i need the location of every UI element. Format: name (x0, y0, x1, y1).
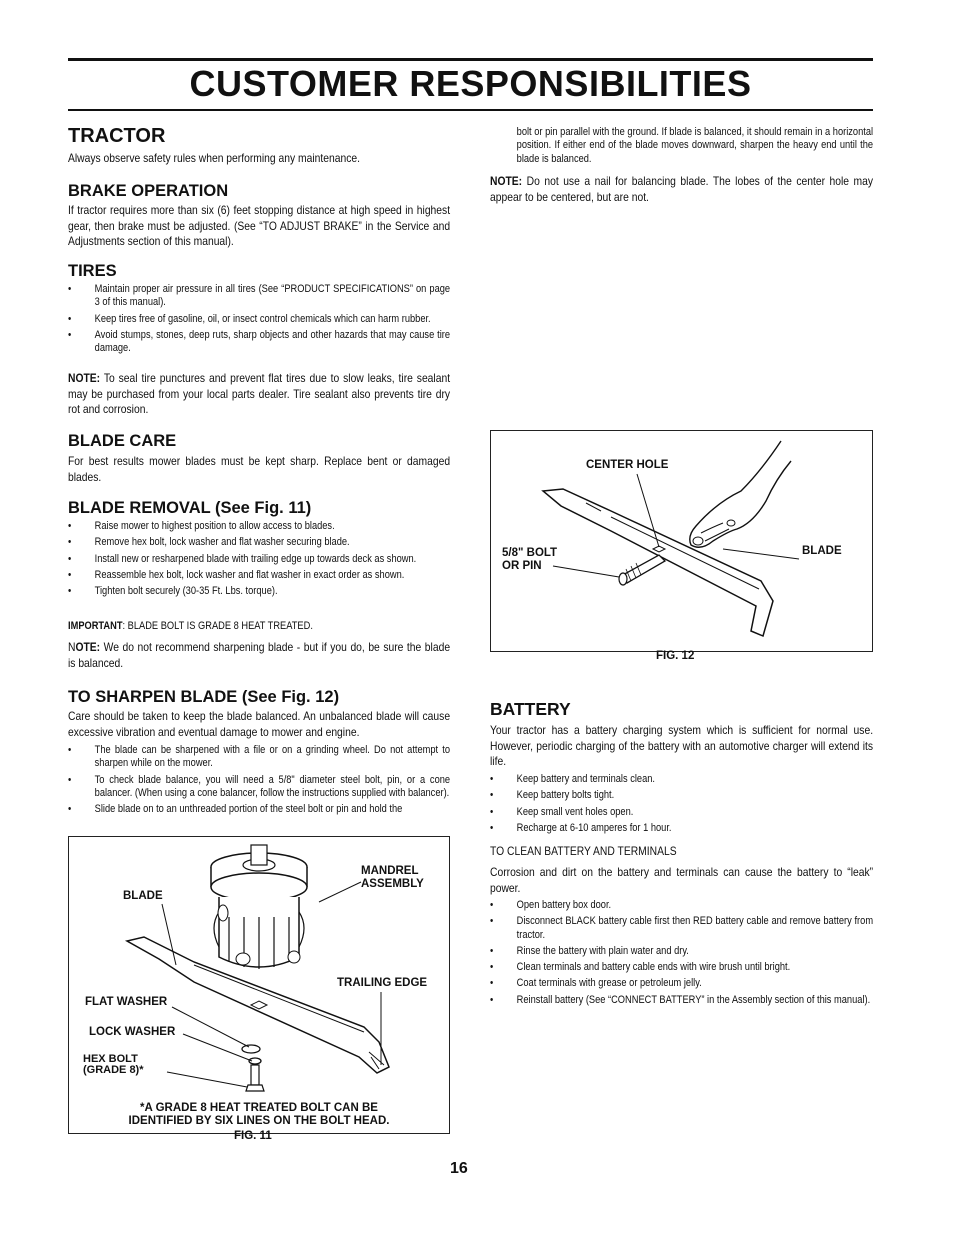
section-heading-sharpen: TO SHARPEN BLADE (See Fig. 12) (68, 688, 340, 706)
list-item: • Keep battery bolts tight. (490, 789, 615, 802)
section-heading-blade-care: BLADE CARE (68, 432, 177, 450)
page-title: CUSTOMER RESPONSIBILITIES (189, 63, 752, 104)
list-item: • Slide blade on to an unthreaded portion of the steel bolt or pin and hold the (68, 803, 403, 816)
right-column (490, 126, 873, 208)
header-bottom-rule (68, 109, 873, 111)
list-item: • To check blade balance, you will need a 5/8" diameter steel bolt, pin, or a cone balancer. (When using a cone balancer, follow the instructions supplied with balancer). (68, 773, 451, 799)
list-item: • Maintain proper air pressure in all tires (See “PRODUCT SPECIFICATIONS” on page 3 of this manual). (68, 283, 451, 309)
list-item: • Keep tires free of gasoline, oil, or insect control chemicals which can harm rubber. (68, 312, 431, 325)
important-label: IMPORTANT (68, 620, 123, 632)
figure-12 (490, 430, 873, 652)
label-flat-washer: FLAT WASHER (85, 996, 168, 1008)
header-top-rule (68, 58, 873, 61)
section-heading-battery: BATTERY (490, 699, 571, 719)
list-item: • Reinstall battery (See “CONNECT BATTERY” in the Assembly section of this manual). (490, 993, 871, 1006)
fig11-caption: FIG. 11 (234, 1130, 272, 1142)
list-item: • The blade can be sharpened with a file or on a grinding wheel. Do not attempt to sharpen while on the mower. (68, 744, 451, 770)
list-item: • Tighten bolt securely (30-35 Ft. Lbs. torque). (68, 585, 278, 598)
blade-removal-note: NOTE: We do not recommend sharpening blade - but if you do, be sure the blade is balanced. (68, 640, 451, 670)
list-item: • Raise mower to highest position to allow access to blades. (68, 520, 335, 532)
fig12-caption: FIG. 12 (656, 650, 695, 662)
note-label: NOTE: (68, 371, 101, 385)
label-lock-washer: LOCK WASHER (89, 1026, 176, 1038)
blade-care-text: For best results mower blades must be kept sharp. Replace bent or damaged blades. (68, 454, 451, 484)
blade-balance-illustration (491, 431, 873, 652)
left-column (68, 122, 450, 816)
tires-list (68, 283, 450, 355)
list-item: • Keep small vent holes open. (490, 805, 634, 818)
tires-list-wrap (68, 283, 450, 369)
sharpen-continued: bolt or pin parallel with the ground. If blade is balanced, it should remain in a horizontal position. If either end of the blade moves downward, sharpen the heavy end until the blade is balanced. (516, 126, 874, 165)
list-item: • Coat terminals with grease or petroleum jelly. (490, 977, 702, 990)
list-item: • Install new or resharpened blade with trailing edge up towards deck as shown. (68, 552, 417, 565)
label-blade: BLADE (802, 545, 842, 557)
tractor-intro: Always observe safety rules when performing any maintenance. (68, 151, 360, 165)
fig11-footnote: *A GRADE 8 HEAT TREATED BOLT CAN BE IDENTIFIED BY SIX LINES ON THE BOLT HEAD. (128, 1102, 390, 1127)
clean-battery-text: Corrosion and dirt on the battery and terminals can cause the battery to “leak” power. (490, 865, 874, 895)
section-heading-blade-removal: BLADE REMOVAL (See Fig. 11) (68, 499, 312, 517)
figure-11 (68, 836, 450, 1134)
battery-list (490, 773, 873, 835)
list-item: • Reassemble hex bolt, lock washer and flat washer in exact order as shown. (68, 568, 405, 581)
clean-list-wrap (490, 899, 873, 1007)
label-center-hole: CENTER HOLE (586, 459, 669, 471)
label-mandrel: MANDREL ASSEMBLY (361, 865, 424, 890)
list-item: • Rinse the battery with plain water and dry. (490, 944, 689, 957)
page-number: 16 (450, 1160, 468, 1177)
list-item: • Disconnect BLACK battery cable first then RED battery cable and remove battery from tractor. (490, 915, 874, 941)
section-heading-tractor: TRACTOR (68, 125, 166, 147)
blade-removal-list-wrap (68, 520, 450, 618)
battery-section (490, 698, 873, 1007)
clean-battery-heading: TO CLEAN BATTERY AND TERMINALS (490, 844, 677, 858)
tires-note: NOTE: To seal tire punctures and prevent flat tires due to slow leaks, tire sealant may be purchased from your local parts dealer. Tire sealant also prevents tire dry rot and corrosion. (68, 371, 451, 416)
brake-text: If tractor requires more than six (6) feet stopping distance at high speed in highest gear, then brake must be adjusted. (See “TO ADJUST BRAKE” in the Service and Adjustments section of this manual). (68, 203, 451, 248)
label-blade: BLADE (123, 890, 163, 902)
blade-removal-list (68, 520, 450, 598)
label-bolt-or-pin: 5/8" BOLT OR PIN (502, 547, 558, 572)
battery-list-wrap (490, 773, 873, 843)
sharpen-list (68, 744, 450, 816)
section-heading-tires: TIRES (68, 262, 117, 280)
list-item: • Recharge at 6-10 amperes for 1 hour. (490, 821, 672, 834)
clean-list (490, 899, 873, 1007)
list-item: • Remove hex bolt, lock washer and flat washer securing blade. (68, 536, 350, 549)
sharpen-text: Care should be taken to keep the blade balanced. An unbalanced blade will cause excessive vibration and eventual damage to mower and engine. (68, 709, 451, 739)
battery-text: Your tractor has a battery charging system which is sufficient for normal use. However, periodic charging of the battery with an automotive charger will extend its life. (490, 723, 874, 768)
list-item: • Avoid stumps, stones, deep ruts, sharp objects and other hazards that may cause tire damage. (68, 328, 451, 355)
list-item: • Keep battery and terminals clean. (490, 773, 655, 785)
list-item: • Open battery box door. (490, 899, 612, 911)
sharpen-list-wrap (68, 744, 450, 816)
label-hex-bolt: HEX BOLT (GRADE 8)* (83, 1053, 144, 1076)
list-item: • Clean terminals and battery cable ends with wire brush until bright. (490, 961, 791, 974)
note-label: NOTE: (490, 174, 523, 188)
label-trailing-edge: TRAILING EDGE (337, 977, 428, 989)
section-heading-brake: BRAKE OPERATION (68, 182, 229, 200)
blade-important: IMPORTANT: BLADE BOLT IS GRADE 8 HEAT TREATED. (68, 620, 313, 632)
sharpen-note: NOTE: Do not use a nail for balancing blade. The lobes of the center hole may appear to be centered, but are not. (490, 174, 874, 204)
